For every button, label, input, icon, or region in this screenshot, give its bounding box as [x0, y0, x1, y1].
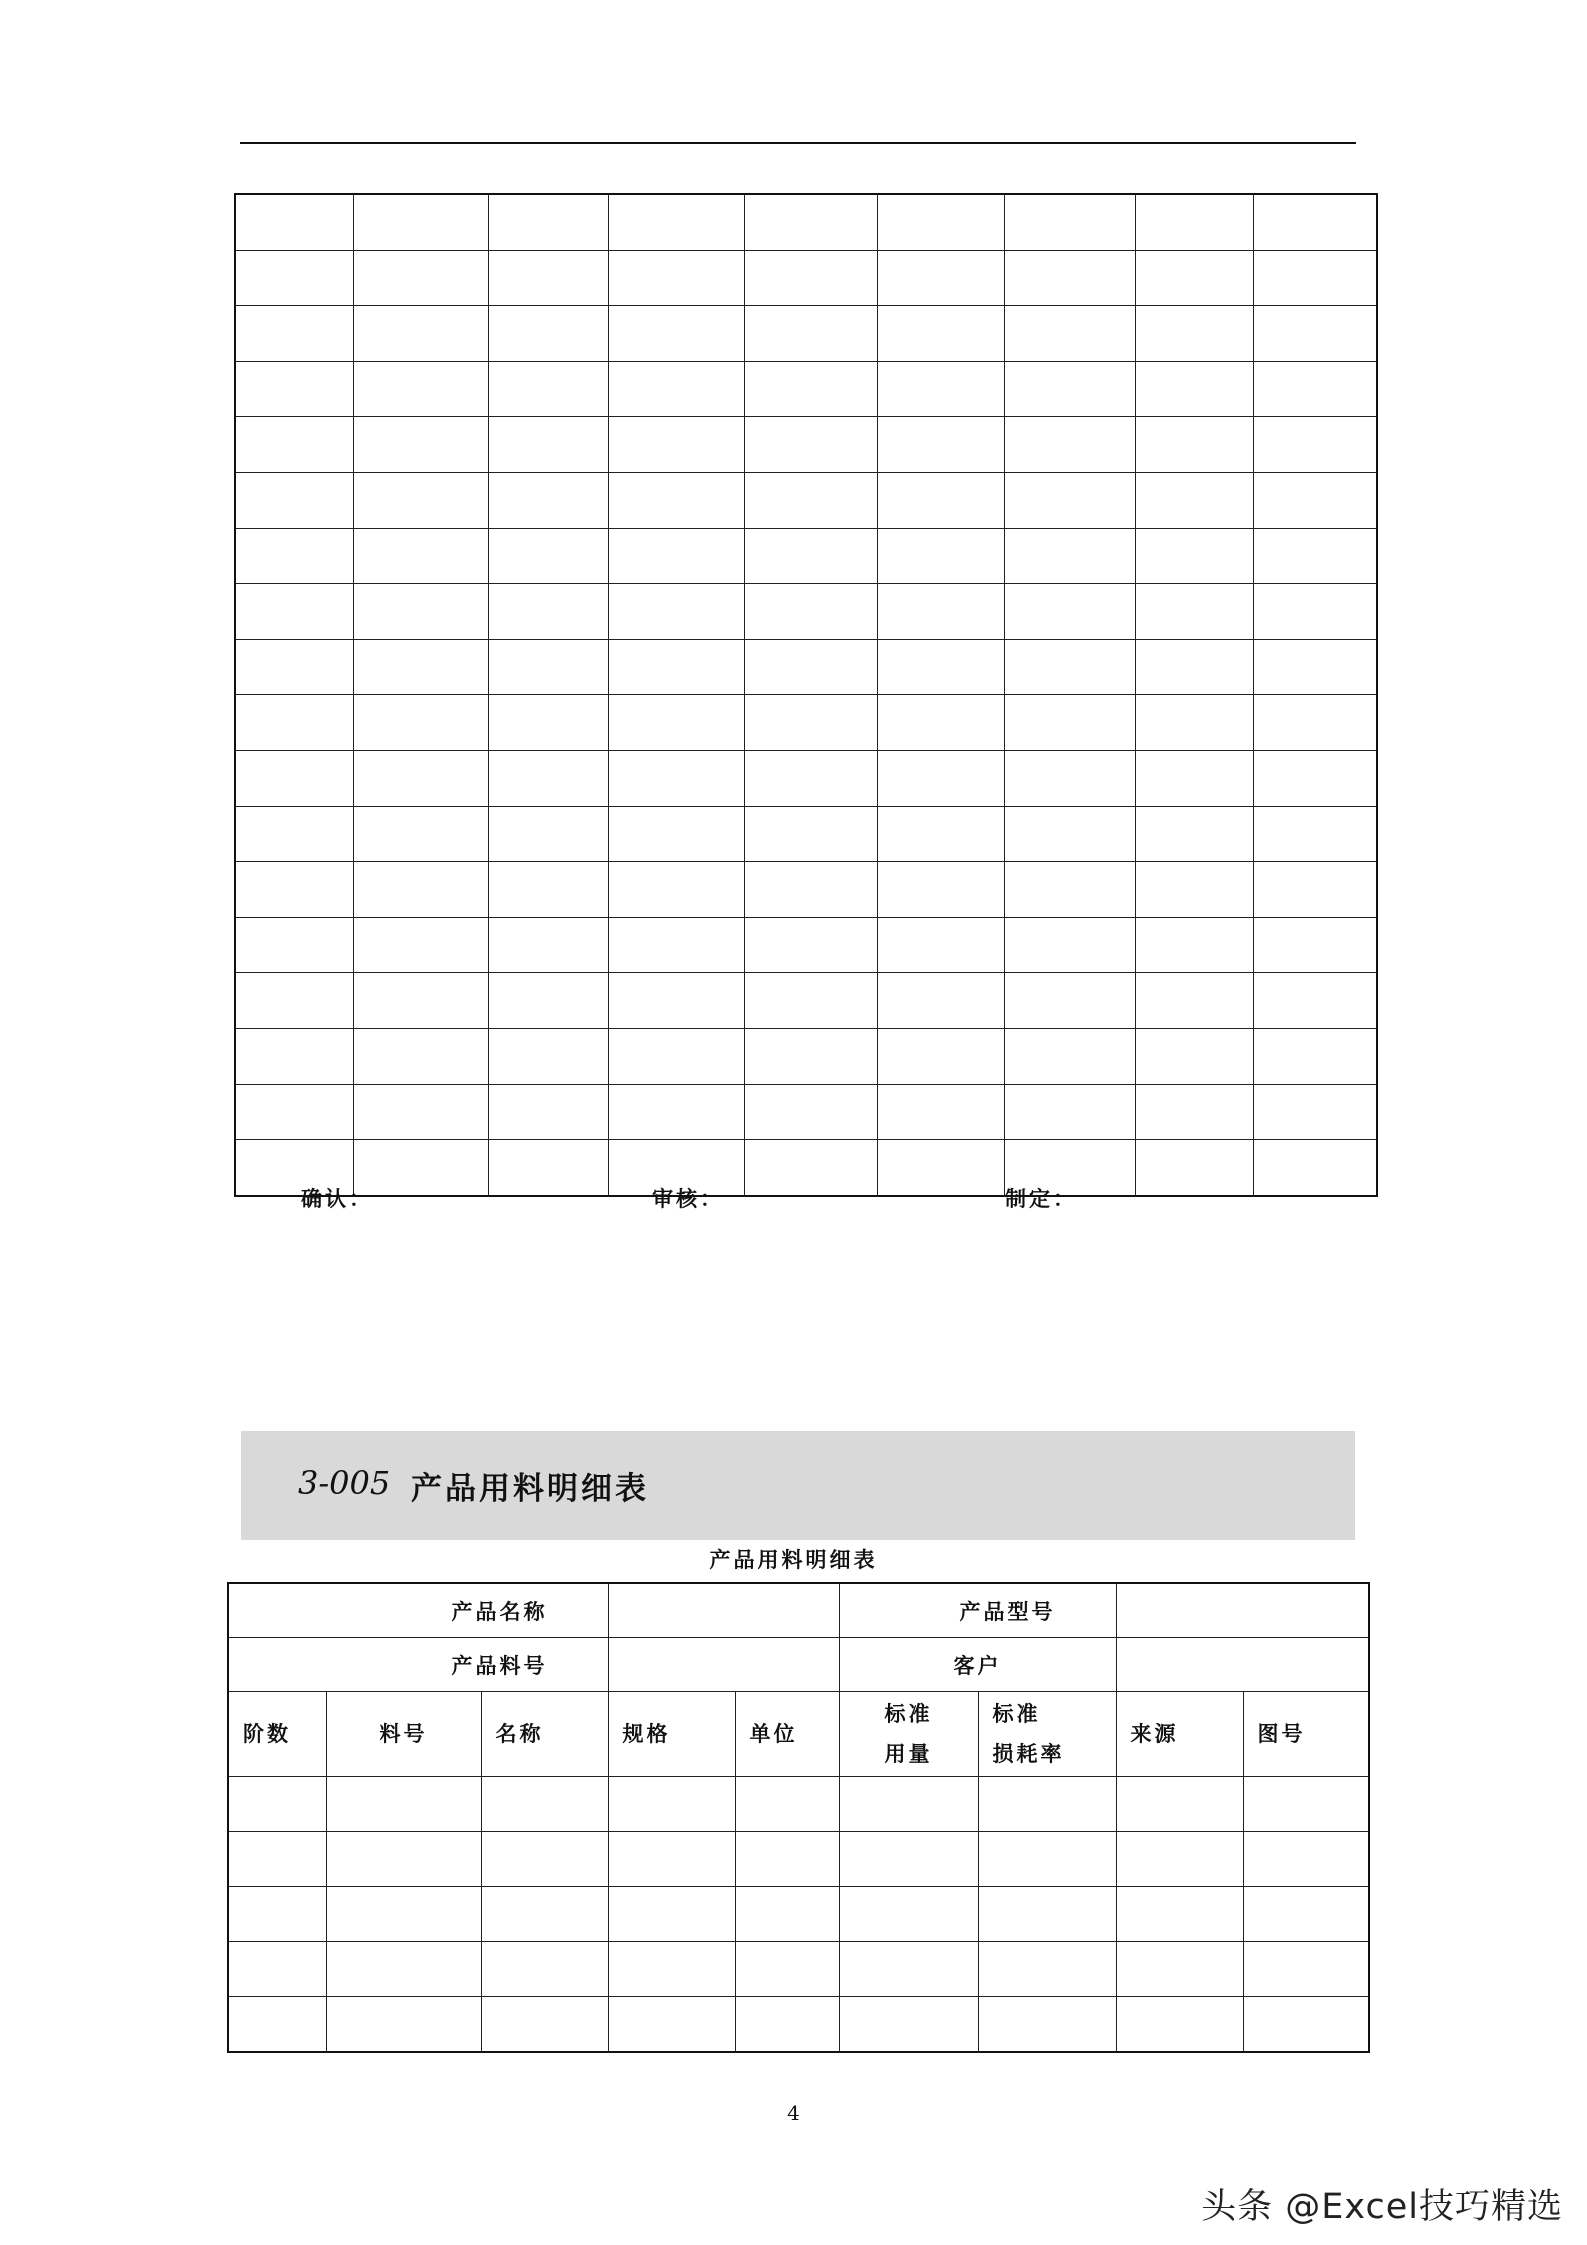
- table-cell[interactable]: [1135, 750, 1253, 806]
- table-cell[interactable]: [1004, 528, 1135, 584]
- table-cell[interactable]: [839, 1887, 978, 1942]
- table-row: [235, 361, 1377, 417]
- table-cell[interactable]: [235, 584, 353, 640]
- table-cell[interactable]: [228, 1832, 326, 1887]
- table-cell[interactable]: [1253, 250, 1377, 306]
- table-cell[interactable]: [488, 528, 608, 584]
- bom-row: [228, 1942, 1369, 1997]
- table-cell[interactable]: [1135, 917, 1253, 973]
- table-cell[interactable]: [1004, 417, 1135, 473]
- table-row: [235, 584, 1377, 640]
- table-cell[interactable]: [744, 695, 877, 751]
- col-std-loss-line1: 标准: [992, 1702, 1041, 1726]
- table-cell[interactable]: [488, 1140, 608, 1196]
- table-cell[interactable]: [608, 417, 744, 473]
- table-cell[interactable]: [1135, 528, 1253, 584]
- table-cell[interactable]: [1135, 1028, 1253, 1084]
- table-cell[interactable]: [744, 250, 877, 306]
- table-cell[interactable]: [877, 1028, 1004, 1084]
- table-cell[interactable]: [488, 194, 608, 250]
- table-cell[interactable]: [1253, 417, 1377, 473]
- product-model-label: 产品型号: [839, 1583, 1116, 1638]
- table-cell[interactable]: [353, 917, 488, 973]
- table-cell[interactable]: [353, 1028, 488, 1084]
- table-cell[interactable]: [1243, 1777, 1369, 1832]
- table-cell[interactable]: [353, 584, 488, 640]
- table-cell[interactable]: [978, 1942, 1116, 1997]
- product-model-value[interactable]: [1116, 1583, 1369, 1638]
- table-cell[interactable]: [735, 1777, 839, 1832]
- table-cell[interactable]: [877, 973, 1004, 1029]
- table-cell[interactable]: [1004, 194, 1135, 250]
- table-cell[interactable]: [877, 528, 1004, 584]
- table-cell[interactable]: [877, 361, 1004, 417]
- table-cell[interactable]: [353, 862, 488, 918]
- bom-row: [228, 1997, 1369, 2053]
- table-row: [235, 250, 1377, 306]
- table-cell[interactable]: [608, 1887, 735, 1942]
- table-cell[interactable]: [488, 361, 608, 417]
- table-cell[interactable]: [744, 306, 877, 362]
- table-cell[interactable]: [978, 1777, 1116, 1832]
- table-cell[interactable]: [488, 973, 608, 1029]
- table-cell[interactable]: [1116, 1887, 1243, 1942]
- table-cell[interactable]: [978, 1832, 1116, 1887]
- col-std-usage-line1: 标准: [884, 1702, 933, 1726]
- table-cell[interactable]: [481, 1942, 608, 1997]
- table-cell[interactable]: [1135, 973, 1253, 1029]
- table-row: [235, 417, 1377, 473]
- table-cell[interactable]: [744, 472, 877, 528]
- table-cell[interactable]: [353, 528, 488, 584]
- table-cell[interactable]: [1004, 1084, 1135, 1140]
- table-cell[interactable]: [1135, 584, 1253, 640]
- product-name-label: 产品名称: [228, 1583, 608, 1638]
- column-header-row: [228, 1692, 1369, 1777]
- table-row: [235, 973, 1377, 1029]
- table-cell[interactable]: [978, 1887, 1116, 1942]
- table-cell[interactable]: [326, 1832, 481, 1887]
- table-cell[interactable]: [353, 750, 488, 806]
- table-cell[interactable]: [488, 639, 608, 695]
- form-caption: 产品用料明细表: [709, 1548, 878, 1572]
- table-cell[interactable]: [353, 1140, 488, 1196]
- table-row: [235, 1084, 1377, 1140]
- table-cell[interactable]: [744, 361, 877, 417]
- table-cell[interactable]: [1004, 472, 1135, 528]
- info-row-2: [228, 1638, 1369, 1692]
- table-cell[interactable]: [1135, 639, 1253, 695]
- table-cell[interactable]: [235, 472, 353, 528]
- table-row: [235, 806, 1377, 862]
- table-cell[interactable]: [608, 306, 744, 362]
- table-cell[interactable]: [839, 1997, 978, 2053]
- table-cell[interactable]: [608, 361, 744, 417]
- table-cell[interactable]: [735, 1942, 839, 1997]
- table-cell[interactable]: [744, 1028, 877, 1084]
- blank-grid-table: [234, 193, 1378, 1197]
- table-cell[interactable]: [228, 1997, 326, 2053]
- table-cell[interactable]: [1253, 194, 1377, 250]
- table-cell[interactable]: [877, 917, 1004, 973]
- table-cell[interactable]: [839, 1777, 978, 1832]
- table-cell[interactable]: [235, 1084, 353, 1140]
- table-cell[interactable]: [235, 361, 353, 417]
- table-cell[interactable]: [1135, 361, 1253, 417]
- table-cell[interactable]: [608, 750, 744, 806]
- table-cell[interactable]: [744, 973, 877, 1029]
- table-cell[interactable]: [1253, 806, 1377, 862]
- table-cell[interactable]: [235, 973, 353, 1029]
- table-cell[interactable]: [235, 528, 353, 584]
- table-cell[interactable]: [608, 695, 744, 751]
- table-row: [235, 194, 1377, 250]
- table-cell[interactable]: [353, 250, 488, 306]
- table-cell[interactable]: [1135, 1140, 1253, 1196]
- table-cell[interactable]: [488, 695, 608, 751]
- table-cell[interactable]: [235, 306, 353, 362]
- table-cell[interactable]: [1253, 695, 1377, 751]
- table-cell[interactable]: [877, 639, 1004, 695]
- bom-row: [228, 1887, 1369, 1942]
- table-cell[interactable]: [1004, 862, 1135, 918]
- table-cell[interactable]: [608, 1084, 744, 1140]
- table-cell[interactable]: [608, 528, 744, 584]
- col-level: 阶数: [228, 1692, 326, 1777]
- table-cell[interactable]: [481, 1887, 608, 1942]
- col-name: 名称: [481, 1692, 608, 1777]
- table-cell[interactable]: [326, 1777, 481, 1832]
- table-cell[interactable]: [1243, 1997, 1369, 2053]
- table-cell[interactable]: [1135, 194, 1253, 250]
- col-std-usage: [839, 1692, 978, 1777]
- info-row-1: [228, 1583, 1369, 1638]
- table-cell[interactable]: [1243, 1832, 1369, 1887]
- table-cell[interactable]: [744, 417, 877, 473]
- table-cell[interactable]: [735, 1997, 839, 2053]
- table-cell[interactable]: [877, 194, 1004, 250]
- table-cell[interactable]: [488, 417, 608, 473]
- table-cell[interactable]: [1135, 472, 1253, 528]
- bom-row: [228, 1832, 1369, 1887]
- prepare-signature-label: 制定：: [1005, 1187, 1077, 1211]
- table-cell[interactable]: [744, 862, 877, 918]
- table-cell[interactable]: [608, 806, 744, 862]
- table-cell[interactable]: [353, 1084, 488, 1140]
- table-cell[interactable]: [1253, 750, 1377, 806]
- table-cell[interactable]: [353, 695, 488, 751]
- table-cell[interactable]: [1253, 973, 1377, 1029]
- table-cell[interactable]: [488, 917, 608, 973]
- table-cell[interactable]: [1253, 306, 1377, 362]
- table-cell[interactable]: [877, 862, 1004, 918]
- table-cell[interactable]: [235, 750, 353, 806]
- table-cell[interactable]: [235, 695, 353, 751]
- page-number: 4: [787, 2101, 800, 2125]
- table-cell[interactable]: [1116, 1997, 1243, 2053]
- table-cell[interactable]: [1004, 806, 1135, 862]
- table-cell[interactable]: [744, 750, 877, 806]
- table-cell[interactable]: [1116, 1942, 1243, 1997]
- table-cell[interactable]: [488, 1028, 608, 1084]
- table-cell[interactable]: [877, 472, 1004, 528]
- table-cell[interactable]: [1135, 695, 1253, 751]
- table-cell[interactable]: [1253, 584, 1377, 640]
- col-std-usage-line2: 用量: [884, 1742, 933, 1766]
- table-cell[interactable]: [1004, 250, 1135, 306]
- col-std-loss: [978, 1692, 1116, 1777]
- table-cell[interactable]: [1135, 806, 1253, 862]
- table-row: [235, 862, 1377, 918]
- table-cell[interactable]: [1004, 973, 1135, 1029]
- table-row: [235, 639, 1377, 695]
- table-cell[interactable]: [1253, 1084, 1377, 1140]
- table-cell[interactable]: [744, 194, 877, 250]
- table-cell[interactable]: [744, 584, 877, 640]
- table-cell[interactable]: [235, 862, 353, 918]
- table-cell[interactable]: [488, 750, 608, 806]
- table-cell[interactable]: [877, 806, 1004, 862]
- col-unit: 单位: [735, 1692, 839, 1777]
- table-cell[interactable]: [1135, 417, 1253, 473]
- table-cell[interactable]: [1135, 862, 1253, 918]
- table-row: [235, 917, 1377, 973]
- table-cell[interactable]: [1004, 306, 1135, 362]
- header-rule: [240, 142, 1356, 144]
- table-cell[interactable]: [744, 917, 877, 973]
- table-cell[interactable]: [744, 528, 877, 584]
- table-cell[interactable]: [877, 306, 1004, 362]
- table-cell[interactable]: [481, 1832, 608, 1887]
- table-cell[interactable]: [235, 639, 353, 695]
- table-cell[interactable]: [1243, 1887, 1369, 1942]
- table-cell[interactable]: [877, 417, 1004, 473]
- table-cell[interactable]: [608, 862, 744, 918]
- table-row: [235, 1140, 1377, 1196]
- table-cell[interactable]: [326, 1942, 481, 1997]
- table-cell[interactable]: [488, 472, 608, 528]
- table-cell[interactable]: [1004, 361, 1135, 417]
- table-cell[interactable]: [1253, 361, 1377, 417]
- table-cell[interactable]: [1253, 1140, 1377, 1196]
- customer-value[interactable]: [1116, 1638, 1369, 1692]
- table-cell[interactable]: [877, 695, 1004, 751]
- section-title: 产品用料明细表: [411, 1471, 649, 1507]
- table-cell[interactable]: [608, 639, 744, 695]
- col-spec: 规格: [608, 1692, 735, 1777]
- table-cell[interactable]: [1253, 1028, 1377, 1084]
- table-cell[interactable]: [744, 639, 877, 695]
- table-cell[interactable]: [235, 806, 353, 862]
- table-cell[interactable]: [1004, 917, 1135, 973]
- table-cell[interactable]: [488, 1084, 608, 1140]
- table-cell[interactable]: [1135, 306, 1253, 362]
- table-cell[interactable]: [235, 917, 353, 973]
- table-cell[interactable]: [978, 1997, 1116, 2053]
- table-cell[interactable]: [1253, 917, 1377, 973]
- table-cell[interactable]: [1004, 584, 1135, 640]
- table-cell[interactable]: [326, 1997, 481, 2053]
- table-cell[interactable]: [488, 250, 608, 306]
- table-cell[interactable]: [235, 194, 353, 250]
- product-code-value[interactable]: [608, 1638, 839, 1692]
- table-cell[interactable]: [1004, 750, 1135, 806]
- table-cell[interactable]: [735, 1887, 839, 1942]
- table-cell[interactable]: [744, 806, 877, 862]
- table-cell[interactable]: [1004, 1028, 1135, 1084]
- table-cell[interactable]: [839, 1832, 978, 1887]
- col-part-no: 料号: [326, 1692, 481, 1777]
- col-std-loss-line2: 损耗率: [992, 1742, 1065, 1766]
- table-cell[interactable]: [488, 862, 608, 918]
- table-cell[interactable]: [608, 250, 744, 306]
- customer-label: 客户: [839, 1638, 1116, 1692]
- table-cell[interactable]: [228, 1942, 326, 1997]
- table-cell[interactable]: [1116, 1832, 1243, 1887]
- table-cell[interactable]: [353, 361, 488, 417]
- table-row: [235, 1028, 1377, 1084]
- table-cell[interactable]: [1004, 639, 1135, 695]
- table-cell[interactable]: [353, 306, 488, 362]
- table-row: [235, 528, 1377, 584]
- table-cell[interactable]: [1135, 250, 1253, 306]
- table-cell[interactable]: [877, 250, 1004, 306]
- table-cell[interactable]: [1116, 1777, 1243, 1832]
- table-cell[interactable]: [228, 1887, 326, 1942]
- table-cell[interactable]: [877, 1140, 1004, 1196]
- col-drawing-no: 图号: [1243, 1692, 1369, 1777]
- table-cell[interactable]: [353, 472, 488, 528]
- table-row: [235, 306, 1377, 362]
- table-cell[interactable]: [608, 194, 744, 250]
- table-cell[interactable]: [744, 1084, 877, 1140]
- table-cell[interactable]: [608, 1942, 735, 1997]
- section-number: 3-005: [298, 1464, 391, 1502]
- table-row: [235, 472, 1377, 528]
- bom-table: [227, 1582, 1370, 2053]
- table-cell[interactable]: [744, 1140, 877, 1196]
- table-cell[interactable]: [608, 1028, 744, 1084]
- table-cell[interactable]: [1253, 639, 1377, 695]
- table-row: [235, 695, 1377, 751]
- table-cell[interactable]: [353, 417, 488, 473]
- section-heading-band: [241, 1431, 1355, 1540]
- review-signature-label: 审核：: [652, 1187, 724, 1211]
- table-cell[interactable]: [1243, 1942, 1369, 1997]
- table-cell[interactable]: [877, 584, 1004, 640]
- table-cell[interactable]: [353, 806, 488, 862]
- product-code-label: 产品料号: [228, 1638, 608, 1692]
- table-cell[interactable]: [235, 250, 353, 306]
- table-cell[interactable]: [877, 1084, 1004, 1140]
- table-cell[interactable]: [608, 1777, 735, 1832]
- table-cell[interactable]: [481, 1777, 608, 1832]
- table-cell[interactable]: [735, 1832, 839, 1887]
- table-cell[interactable]: [488, 806, 608, 862]
- watermark: 头条 @Excel技巧精选: [1201, 2187, 1563, 2227]
- product-name-value[interactable]: [608, 1583, 839, 1638]
- table-cell[interactable]: [1253, 472, 1377, 528]
- table-cell[interactable]: [235, 417, 353, 473]
- table-cell[interactable]: [608, 973, 744, 1029]
- table-cell[interactable]: [353, 639, 488, 695]
- bom-row: [228, 1777, 1369, 1832]
- table-cell[interactable]: [326, 1887, 481, 1942]
- table-cell[interactable]: [839, 1942, 978, 1997]
- table-cell[interactable]: [1253, 528, 1377, 584]
- table-cell[interactable]: [235, 1028, 353, 1084]
- table-cell[interactable]: [353, 194, 488, 250]
- table-cell[interactable]: [608, 917, 744, 973]
- confirm-signature-label: 确认：: [301, 1187, 373, 1211]
- table-cell[interactable]: [488, 306, 608, 362]
- table-cell[interactable]: [481, 1997, 608, 2053]
- table-cell[interactable]: [608, 584, 744, 640]
- table-row: [235, 750, 1377, 806]
- table-cell[interactable]: [488, 584, 608, 640]
- table-cell[interactable]: [1135, 1084, 1253, 1140]
- table-cell[interactable]: [228, 1777, 326, 1832]
- table-cell[interactable]: [1004, 695, 1135, 751]
- table-cell[interactable]: [608, 472, 744, 528]
- table-cell[interactable]: [353, 973, 488, 1029]
- table-cell[interactable]: [608, 1997, 735, 2053]
- table-cell[interactable]: [1253, 862, 1377, 918]
- table-cell[interactable]: [877, 750, 1004, 806]
- table-cell[interactable]: [608, 1832, 735, 1887]
- col-source: 来源: [1116, 1692, 1243, 1777]
